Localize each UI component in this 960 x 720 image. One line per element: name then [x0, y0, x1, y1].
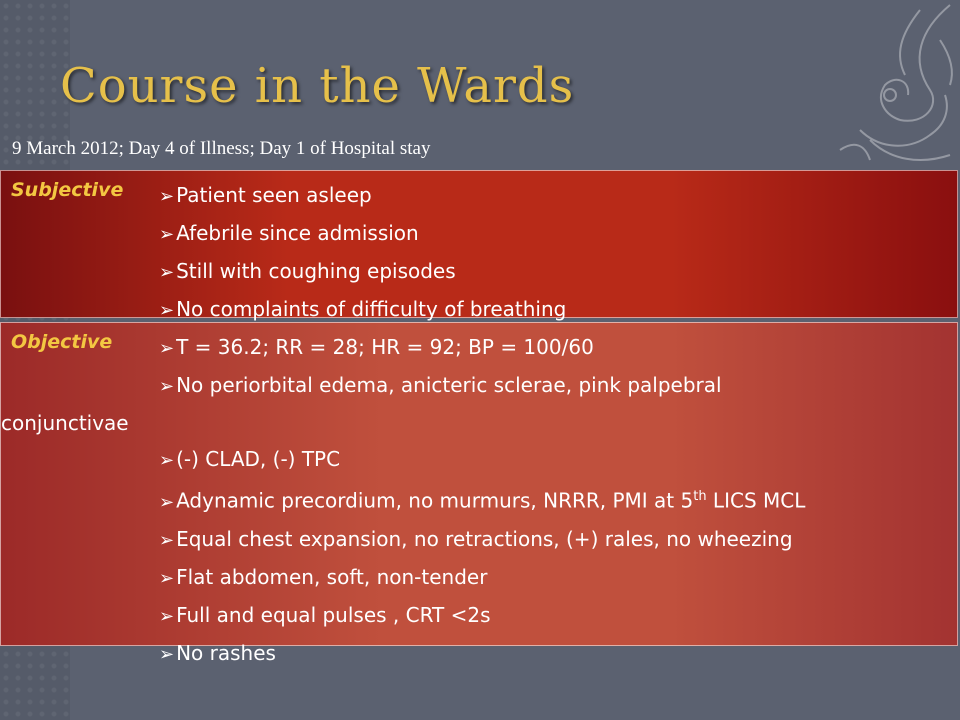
arrow-bullet-icon: ➢: [159, 376, 175, 397]
arrow-bullet-icon: ➢: [159, 605, 175, 627]
list-item: ➢ (-) CLAD, (-) TPC: [159, 447, 341, 471]
arrow-bullet-icon: ➢: [159, 643, 175, 665]
arrow-bullet-icon: ➢: [159, 186, 175, 207]
arrow-bullet-icon: ➢: [159, 300, 175, 321]
list-item: ➢ Full and equal pulses , CRT <2s: [159, 602, 491, 627]
list-item: ➢ No complaints of difficulty of breathing: [159, 297, 567, 321]
subjective-section: [0, 170, 958, 321]
slide-title: Course in the Wards: [60, 58, 575, 114]
subjective-label: Subjective: [11, 179, 124, 201]
list-item: ➢ Patient seen asleep: [159, 183, 372, 207]
arrow-bullet-icon: ➢: [159, 491, 175, 513]
arrow-bullet-icon: ➢: [159, 338, 175, 359]
objective-label: Objective: [11, 331, 113, 353]
list-item: ➢ Adynamic precordium, no murmurs, NRRR, PMI at 5th LICS MCL: [159, 488, 806, 513]
objective-section: [0, 322, 958, 665]
floral-ornament-icon: [800, 0, 960, 170]
slide-subtitle: 9 March 2012; Day 4 of Illness; Day 1 of Hospital stay: [12, 138, 431, 159]
arrow-bullet-icon: ➢: [159, 224, 175, 245]
arrow-bullet-icon: ➢: [159, 450, 175, 471]
list-item: ➢ Flat abdomen, soft, non-tender: [159, 564, 488, 589]
list-item: ➢ Equal chest expansion, no retractions, (+) rales, no wheezing: [159, 526, 793, 551]
arrow-bullet-icon: ➢: [159, 529, 175, 551]
arrow-bullet-icon: ➢: [159, 262, 175, 283]
list-item: ➢ No rashes: [159, 640, 276, 665]
arrow-bullet-icon: ➢: [159, 567, 175, 589]
subjective-list: [159, 177, 947, 329]
list-item: ➢ T = 36.2; RR = 28; HR = 92; BP = 100/60: [159, 335, 594, 359]
list-item: ➢ Afebrile since admission: [159, 221, 419, 245]
list-item: ➢ No periorbital edema, anicteric sclerae, pink palpebral conjunctivae: [1, 373, 722, 435]
list-item: ➢ Still with coughing episodes: [159, 259, 456, 283]
